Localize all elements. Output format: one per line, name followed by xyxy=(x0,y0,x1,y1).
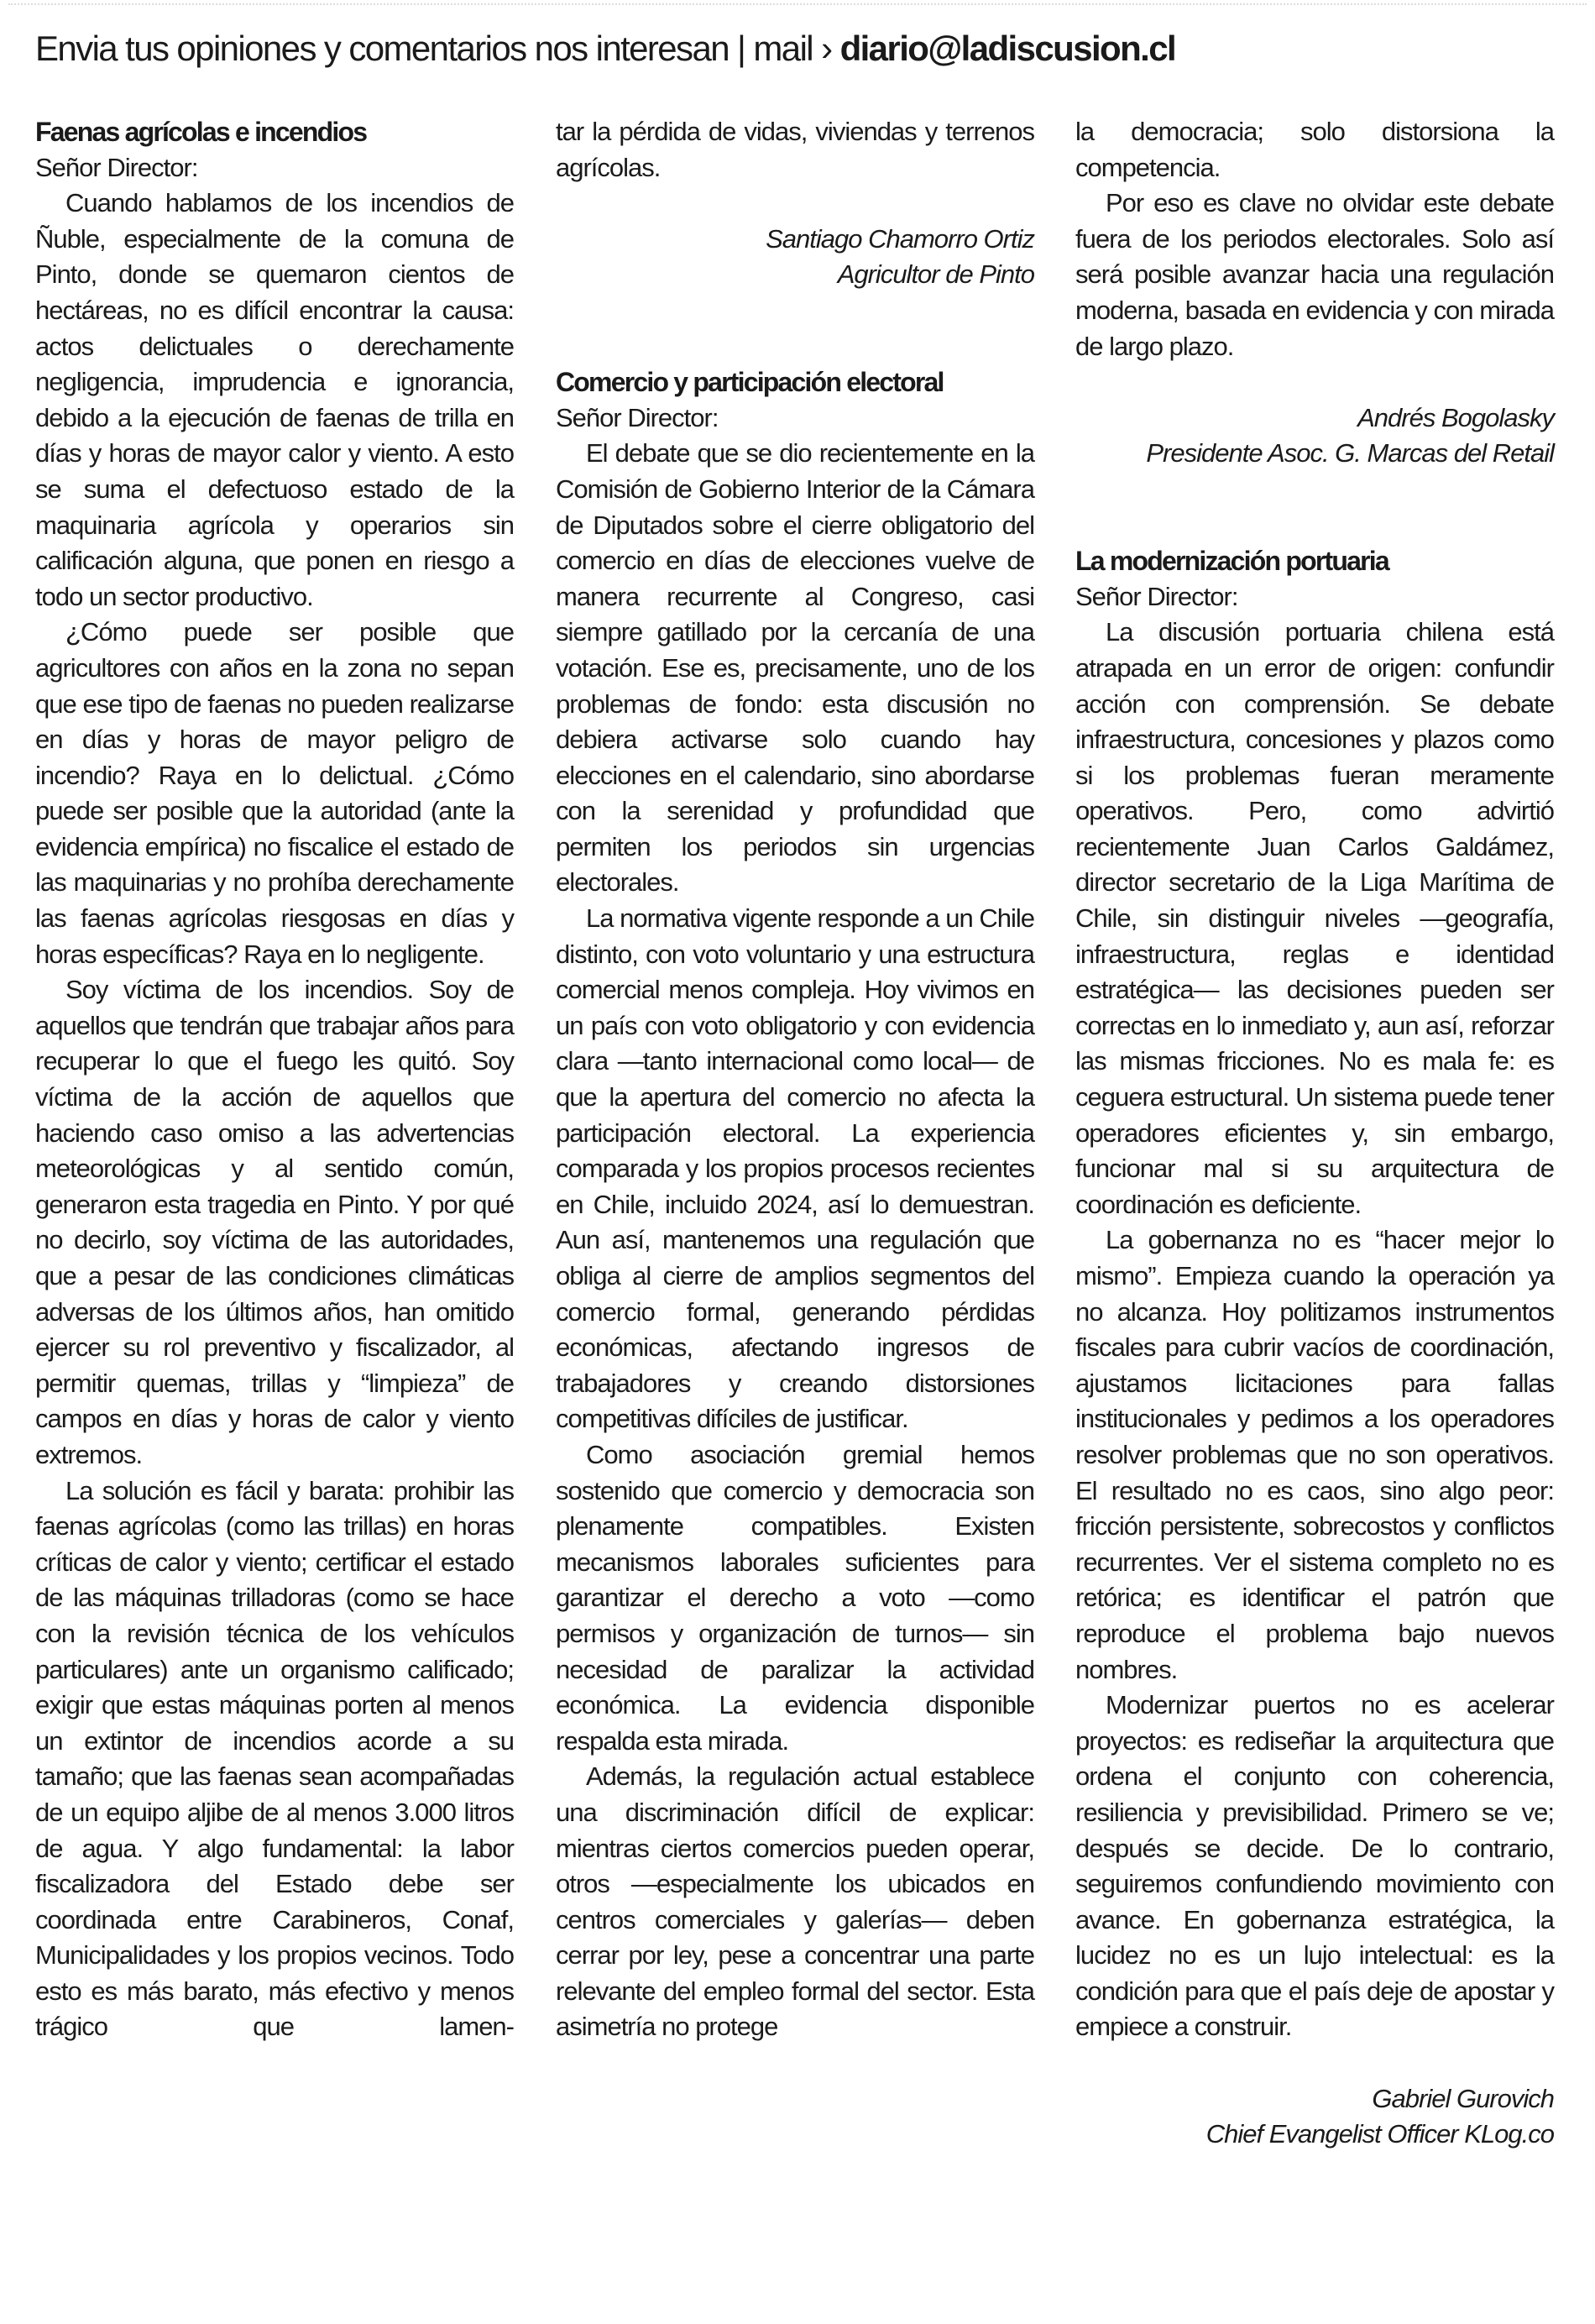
paragraph: Cuando hablamos de los incendios de Ñuble, especialmente de la comuna de Pinto, donde se quemaron cientos de hectáreas, no es difícil encontrar la causa: actos delictuales o derechamente negligencia, imprudencia e ignorancia, debido a la ejecución de faenas de trilla en días y horas de mayor calor y viento. A esto se suma el defectuoso estado de la maquinaria agrícola y operarios sin calificación alguna, que ponen en riesgo a todo un sector productivo. xyxy=(35,188,514,611)
letter-title: Comercio y participación electoral xyxy=(556,367,944,398)
column-1 xyxy=(35,114,514,2045)
paragraph: La gobernanza no es “hacer mejor lo mismo”. Empieza cuando la operación ya no alcanza. Hoy politizamos instrumentos fiscales para cubrir vacíos de coordinación, ajustamos licitaciones para fallas institucionales y pedimos a los operadores resolver problemas que no son operativos. El resultado no es caos, sino algo peor: fricción persistente, sobrecostos y conflictos recurrentes. Ver el sistema completo no es retórica; es identificar el patrón que reproduce el problema bajo nuevos nombres. xyxy=(1075,1225,1554,1684)
header-text: Envia tus opiniones y comentarios nos interesan | mail › xyxy=(35,29,840,68)
paragraph: Modernizar puertos no es acelerar proyectos: es rediseñar la arquitectura que ordena el conjunto con coherencia, resiliencia y previsibilidad. Primero se ve; después se decide. De lo contrario, seguiremos confundiendo movimiento con avance. En gobernanza estratégica, la lucidez no es un lujo intelectual: es la condición para que el país deje de apostar y empiece a construir. xyxy=(1075,1690,1554,2042)
top-divider xyxy=(8,3,1587,5)
paragraph: Como asociación gremial hemos sostenido que comercio y democracia son plenamente compatibles. Existen mecanismos laborales suficientes para garantizar el derecho a voto —como permisos y organización de turnos— sin necesidad de paralizar la actividad económica. La evidencia disponible respalda esta mirada. xyxy=(556,1439,1034,1756)
paragraph: Soy víctima de los incendios. Soy de aquellos que tendrán que trabajar años para recuperar lo que el fuego les quitó. Soy víctima de la acción de aquellos que haciendo caso omiso a las advertencias meteorológicas y al sentido común, generaron esta tragedia en Pinto. Y por qué no decirlo, soy víctima de las autoridades, que a pesar de las condiciones climáticas adversas de los últimos años, han omitido ejercer su rol preventivo y fiscalizador, al permitir quemas, trillas y “limpieza” de campos en días y horas de calor y viento extremos. xyxy=(35,975,514,1469)
salutation: Señor Director: xyxy=(1075,581,1238,611)
column-3 xyxy=(1075,114,1554,2153)
author-role: Presidente Asoc. G. Marcas del Retail xyxy=(1146,438,1554,468)
paragraph: La discusión portuaria chilena está atrapada en un error de origen: confundir acción con comprensión. Se debate infraestructura, concesiones y plazos como si los problemas fueran meramente operativos. Pero, como advirtió recientemente Juan Carlos Galdámez, director secretario de la Liga Marítima de Chile, sin distinguir niveles —geografía, infraestructura, reglas e identidad estratégica— las decisiones pueden ser correctas en lo inmediato y, aun así, reforzar las mismas fricciones. No es mala fe: es ceguera estructural. Un sistema puede tener operadores eficientes y, sin embargo, funcionar mal si su arquitectura de coordinación es deficiente. xyxy=(1075,617,1554,1219)
paragraph: El debate que se dio recientemente en la Comisión de Gobierno Interior de la Cámara de Diputados sobre el cierre obligatorio del comercio en días de elecciones vuelve de manera recurrente al Congreso, casi siempre gatillado por la cercanía de una votación. Ese es, precisamente, uno de los problemas de fondo: esta discusión no debiera activarse solo cuando hay elecciones en el calendario, sino abordarse con la serenidad y profundidad que permiten los periodos sin urgencias electorales. xyxy=(556,438,1034,898)
salutation: Señor Director: xyxy=(35,152,198,182)
column-2 xyxy=(556,114,1034,2045)
paragraph: ¿Cómo puede ser posible que agricultores con años en la zona no sepan que ese tipo de faenas no pueden realizarse en días y horas de mayor peligro de incendio? Raya en lo delictual. ¿Cómo puede ser posible que la autoridad (ante la evidencia empírica) no fiscalice el estado de las maquinarias y no prohíba derechamente las faenas agrícolas riesgosas en días y horas específicas? Raya en lo negligente. xyxy=(35,617,514,969)
email-link[interactable]: diario@ladiscusion.cl xyxy=(839,29,1176,68)
letter-title: Faenas agrícolas e incendios xyxy=(35,117,367,147)
author-name: Gabriel Gurovich xyxy=(1372,2083,1554,2113)
letter-title: La modernización portuaria xyxy=(1075,546,1388,577)
author-role: Agricultor de Pinto xyxy=(837,259,1034,290)
author-role: Chief Evangelist Officer KLog.co xyxy=(1205,2119,1554,2149)
paragraph: la democracia; solo distorsiona la competencia. xyxy=(1075,117,1554,182)
author-name: Andrés Bogolasky xyxy=(1357,402,1554,432)
salutation: Señor Director: xyxy=(556,402,719,432)
paragraph: tar la pérdida de vidas, viviendas y terrenos agrícolas. xyxy=(556,117,1034,182)
feedback-header xyxy=(35,29,1175,69)
paragraph: La normativa vigente responde a un Chile distinto, con voto voluntario y una estructura comercial menos compleja. Hoy vivimos en un país con voto obligatorio y con evidencia clara —tanto internacional como local— de que la apertura del comercio no afecta la participación electoral. La experiencia comparada y los propios procesos recientes en Chile, incluido 2024, así lo demuestran. Aun así, mantenemos una regulación que obliga al cierre de amplios segmentos del comercio formal, generando pérdidas económicas, afectando ingresos de trabajadores y creando distorsiones competitivas difíciles de justificar. xyxy=(556,903,1034,1434)
paragraph: Por eso es clave no olvidar este debate fuera de los periodos electorales. Solo así será posible avanzar hacia una regulación moderna, basada en evidencia y con mirada de largo plazo. xyxy=(1075,188,1554,361)
paragraph: Además, la regulación actual establece una discriminación difícil de explicar: mientras ciertos comercios pueden operar, otros —especialmente los ubicados en centros comerciales y galerías— deben cerrar por ley, pese a concentrar una parte relevante del empleo formal del sector. Esta asimetría no protege xyxy=(556,1761,1034,2042)
paragraph: La solución es fácil y barata: prohibir las faenas agrícolas (como las trillas) en horas críticas de calor y viento; certificar el estado de las máquinas trilladoras (como se hace con la revisión técnica de los vehículos particulares) ante un organismo calificado; exigir que estas máquinas porten al menos un extintor de incendios acorde a su tamaño; que las faenas sean acompañadas de un equipo aljibe de al menos 3.000 litros de agua. Y algo fundamental: la labor fiscalizadora del Estado debe ser coordinada entre Carabineros, Conaf, Municipalidades y los propios vecinos. Todo esto es más barato, más efectivo y menos trágico que lamen- xyxy=(35,1475,514,2042)
author-name: Santiago Chamorro Ortiz xyxy=(766,223,1034,254)
